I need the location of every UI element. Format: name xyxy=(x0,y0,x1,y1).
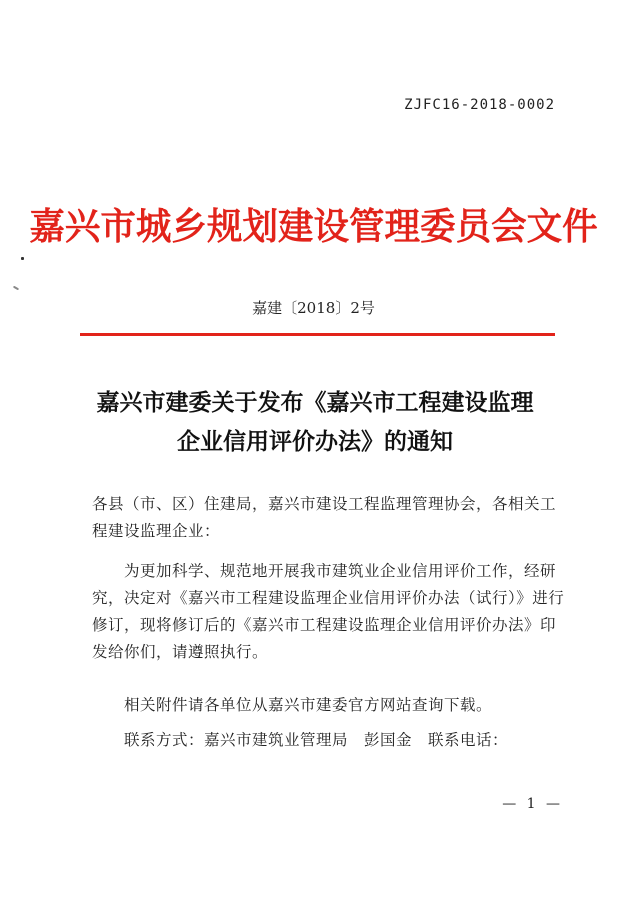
document-code: ZJFC16-2018-0002 xyxy=(404,97,555,113)
notice-title xyxy=(60,383,570,461)
notice-title-line-2: 企业信用评价办法》的通知 xyxy=(177,428,453,455)
body-paragraph-2: 相关附件请各单位从嘉兴市建委官方网站查询下载。 xyxy=(124,696,493,714)
notice-title-line-1: 嘉兴市建委关于发布《嘉兴市工程建设监理 xyxy=(96,389,534,416)
page-number: — 1 — xyxy=(502,796,563,812)
red-divider-line xyxy=(80,333,555,336)
salutation: 各县（市、区）住建局，嘉兴市建设工程监理管理协会，各相关工程建设监理企业： xyxy=(92,495,557,540)
red-masthead: 嘉兴市城乡规划建设管理委员会文件 xyxy=(29,204,598,248)
scan-speck xyxy=(21,257,24,260)
contact-info: 联系方式：嘉兴市建筑业管理局 彭国金 联系电话： xyxy=(124,731,509,749)
document-number: 嘉建〔2018〕2号 xyxy=(252,299,375,317)
body-paragraph-1: 为更加科学、规范地开展我市建筑业企业信用评价工作，经研究，决定对《嘉兴市工程建设监理企业信用评价办法（试行）》进行修订，现将修订后的《嘉兴市工程建设监理企业信用评价办法》印发给你们，请遵照执行。 xyxy=(92,562,565,661)
scan-speck xyxy=(13,286,19,291)
